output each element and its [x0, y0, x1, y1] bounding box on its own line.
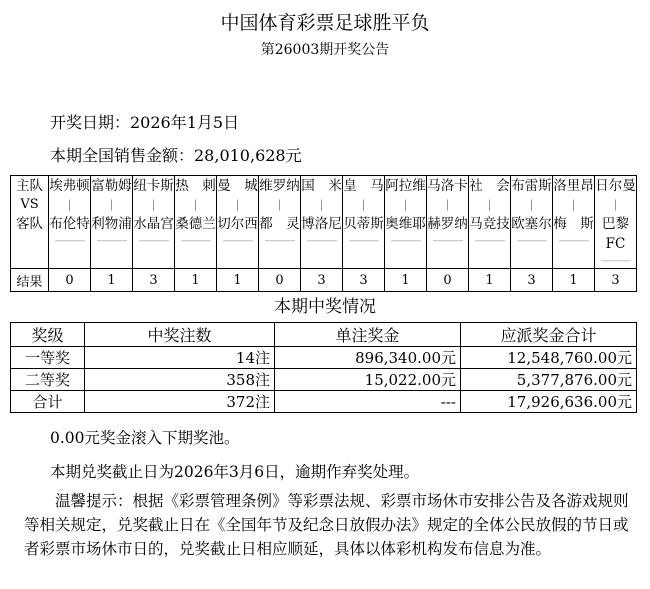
team-home: 国 米: [301, 178, 342, 194]
vs-mark: |: [445, 198, 450, 211]
prize-total: 5,377,876.00元: [461, 369, 637, 391]
dash-line: ———: [264, 234, 295, 247]
match-result: 3: [511, 269, 553, 292]
prize-unit: 896,340.00元: [275, 347, 461, 369]
match-result: 3: [595, 269, 637, 292]
dash-line: ———: [180, 234, 211, 247]
team-away: 利物浦: [91, 216, 132, 232]
team-away: 马竞技: [469, 216, 510, 232]
label-spacer: [11, 234, 48, 248]
match-result: 1: [175, 269, 217, 292]
team-away: 桑德兰: [175, 216, 216, 232]
match-column: [259, 176, 301, 269]
prize-level: 合计: [11, 391, 85, 413]
team-away: 水晶宫: [133, 216, 174, 232]
prize-total: 12,548,760.00元: [461, 347, 637, 369]
match-row-labels: [11, 176, 49, 269]
vs-mark: |: [361, 198, 366, 211]
team-away: 奥维耶: [385, 216, 426, 232]
dash-line: ———: [600, 254, 631, 267]
match-result: 0: [259, 269, 301, 292]
dash-line: ———: [558, 234, 589, 247]
match-column: [427, 176, 469, 269]
team-away: 贝蒂斯: [343, 216, 384, 232]
col-count: 中奖注数: [85, 323, 275, 347]
match-result: 1: [469, 269, 511, 292]
vs-label: VS: [20, 197, 39, 212]
prize-count: 372注: [85, 391, 275, 413]
vs-mark: |: [67, 198, 72, 211]
prize-row-second: [11, 369, 637, 391]
vs-mark: |: [193, 198, 198, 211]
team-away: 都 灵: [259, 216, 300, 232]
match-column: [301, 176, 343, 269]
result-label: 结果: [11, 269, 49, 292]
team-home: 埃弗顿: [49, 178, 90, 194]
match-column: [385, 176, 427, 269]
team-home: 热 刺: [175, 178, 216, 194]
prize-section-title: 本期中奖情况: [274, 297, 376, 317]
team-away: 梅 斯: [553, 216, 594, 232]
vs-mark: |: [487, 198, 492, 211]
col-total: 应派奖金合计: [461, 323, 637, 347]
match-result: 3: [301, 269, 343, 292]
dash-line: ———: [306, 234, 337, 247]
prize-table: [10, 322, 637, 413]
match-column: [133, 176, 175, 269]
team-away: 赫罗纳: [427, 216, 468, 232]
match-column: [343, 176, 385, 269]
team-home: 日尔曼: [595, 178, 636, 194]
match-column: [175, 176, 217, 269]
dash-line: ———: [348, 234, 379, 247]
prize-count: 358注: [85, 369, 275, 391]
vs-mark: |: [151, 198, 156, 211]
team-away: 欧塞尔: [511, 216, 552, 232]
team-home: 维罗纳: [259, 178, 300, 194]
dash-line: ———: [54, 234, 85, 247]
vs-mark: |: [277, 198, 282, 211]
match-column: [553, 176, 595, 269]
match-column: [511, 176, 553, 269]
match-column: [595, 176, 637, 269]
col-level: 奖级: [11, 323, 85, 347]
team-home: 纽卡斯: [133, 178, 174, 194]
team-home: 曼 城: [217, 178, 258, 194]
prize-level: 二等奖: [11, 369, 85, 391]
dash-line: ———: [138, 234, 169, 247]
team-home: 社 会: [469, 178, 510, 194]
team-home: 皇 马: [343, 178, 384, 194]
match-result: 1: [217, 269, 259, 292]
match-table: [10, 175, 637, 292]
match-column: [49, 176, 91, 269]
vs-mark: |: [529, 198, 534, 211]
team-away: 博洛尼: [301, 216, 342, 232]
dash-line: ———: [516, 234, 547, 247]
team-home: 富勒姆: [91, 178, 132, 194]
dash-line: ———: [474, 234, 505, 247]
team-away: 切尔西: [217, 216, 258, 232]
match-result: 1: [385, 269, 427, 292]
issue-subtitle: 第26003期开奖公告: [260, 42, 390, 58]
prize-unit: ---: [275, 391, 461, 413]
vs-mark: |: [613, 198, 618, 211]
team-home: 布雷斯: [511, 178, 552, 194]
team-home: 马洛卡: [427, 178, 468, 194]
match-column: [91, 176, 133, 269]
prize-total: 17,926,636.00元: [461, 391, 637, 413]
vs-mark: |: [109, 198, 114, 211]
vs-mark: |: [319, 198, 324, 211]
match-result: 1: [553, 269, 595, 292]
match-column: [469, 176, 511, 269]
dash-line: ———: [432, 234, 463, 247]
prize-unit: 15,022.00元: [275, 369, 461, 391]
team-home: 洛里昂: [553, 178, 594, 194]
sales-amount: 本期全国销售金额：28,010,628元: [50, 146, 302, 165]
deadline-note: 本期兑奖截止日为2026年3月6日，逾期作弃奖处理。: [50, 463, 420, 481]
vs-mark: |: [235, 198, 240, 211]
reminder-note: 温馨提示：根据《彩票管理条例》等彩票法规、彩票市场休市安排公告及各游戏规则等相关规定，兑奖截止日在《全国年节及纪念日放假办法》规定的全体公民放假的节日或者彩票市场休市日的，兑奖截止日相应顺延，具体以体彩机构发布信息为准。: [24, 492, 629, 558]
away-label: 客队: [16, 216, 43, 232]
prize-count: 14注: [85, 347, 275, 369]
match-result: 3: [343, 269, 385, 292]
home-label: 主队: [16, 178, 43, 194]
dash-line: ———: [390, 234, 421, 247]
rollover-note: 0.00元奖金滚入下期奖池。: [50, 429, 240, 447]
team-away: 巴黎FC: [602, 216, 629, 252]
vs-mark: |: [571, 198, 576, 211]
prize-header-row: [11, 323, 637, 347]
match-row: [11, 176, 637, 269]
draw-date: 开奖日期：2026年1月5日: [50, 113, 240, 132]
dash-line: ———: [222, 234, 253, 247]
page-title: 中国体育彩票足球胜平负: [220, 12, 430, 34]
match-column: [217, 176, 259, 269]
team-away: 布伦特: [49, 216, 90, 232]
prize-row-first: [11, 347, 637, 369]
match-result: 3: [133, 269, 175, 292]
prize-level: 一等奖: [11, 347, 85, 369]
team-home: 阿拉维: [385, 178, 426, 194]
col-unit: 单注奖金: [275, 323, 461, 347]
match-result: 0: [49, 269, 91, 292]
dash-line: ———: [96, 234, 127, 247]
prize-row-sum: [11, 391, 637, 413]
match-result: 0: [427, 269, 469, 292]
vs-mark: |: [403, 198, 408, 211]
result-row: [11, 269, 637, 292]
match-result: 1: [91, 269, 133, 292]
